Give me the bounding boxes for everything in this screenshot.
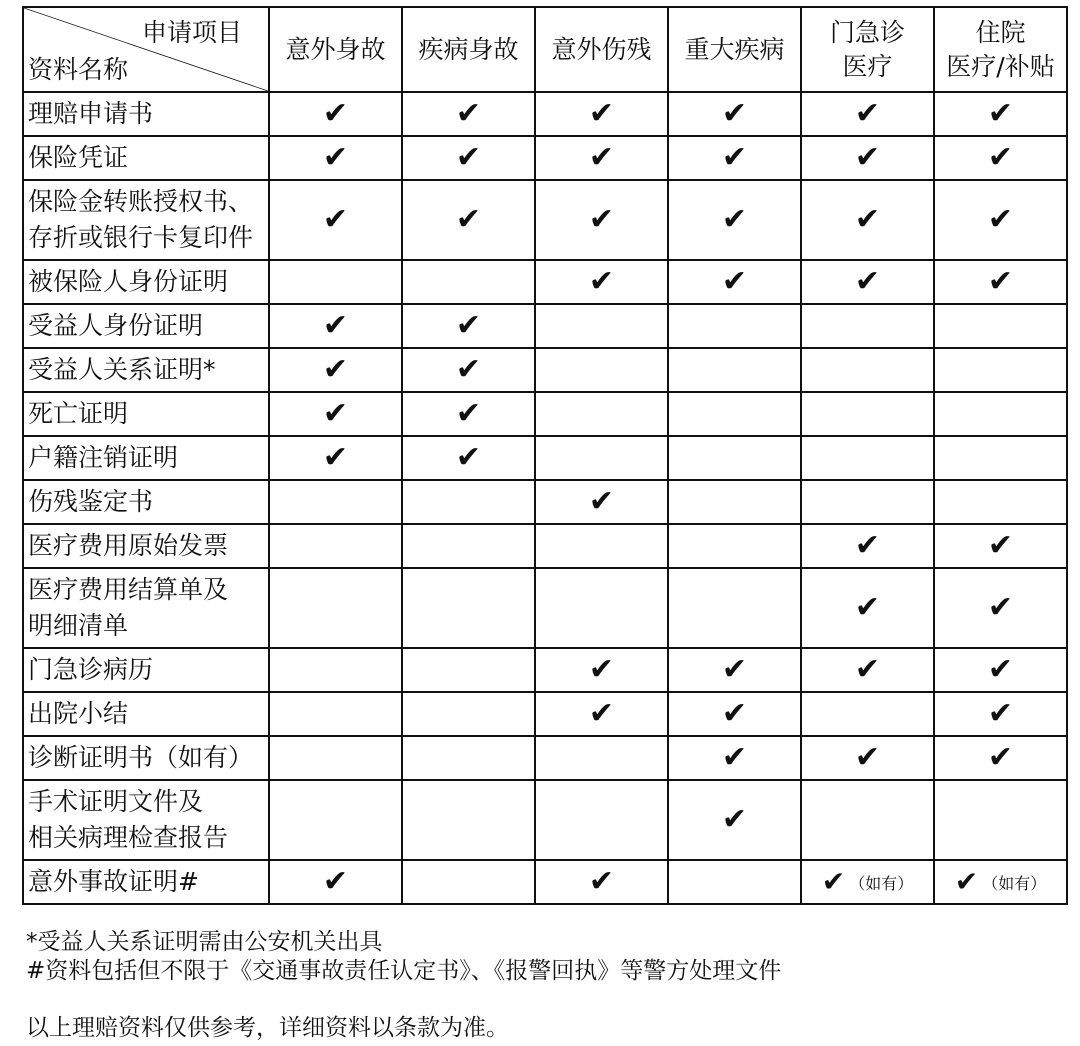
requirement-cell <box>801 860 934 904</box>
requirement-cell <box>269 860 402 904</box>
checkmark-icon: ✔ <box>322 96 349 131</box>
requirement-cell <box>668 136 801 180</box>
requirement-cell <box>269 92 402 136</box>
requirement-cell <box>668 260 801 304</box>
requirement-cell <box>269 480 402 524</box>
checkmark-icon: ✔ <box>455 440 482 475</box>
column-header <box>668 7 801 92</box>
column-header <box>402 7 535 92</box>
document-name-cell <box>23 392 269 436</box>
requirement-cell <box>402 860 535 904</box>
checkmark-icon: ✔ <box>854 96 881 131</box>
table-row <box>23 260 1067 304</box>
requirement-cell <box>402 304 535 348</box>
requirement-cell <box>402 780 535 860</box>
requirement-cell <box>269 136 402 180</box>
checkmark-icon: ✔ <box>322 440 349 475</box>
column-header-line: 意外身故 <box>285 34 386 64</box>
column-header <box>269 7 402 92</box>
column-header-line: 医疗/补贴 <box>946 51 1055 81</box>
checkmark-icon: ✔ <box>588 484 615 519</box>
requirement-cell <box>535 860 668 904</box>
checkmark-icon: ✔ <box>987 202 1014 237</box>
checkmark-icon: ✔ <box>721 802 748 837</box>
checkmark-icon: ✔ <box>987 740 1014 775</box>
checkmark-icon: ✔ <box>854 652 881 687</box>
requirement-cell <box>402 392 535 436</box>
requirement-cell <box>668 480 801 524</box>
requirement-cell <box>535 92 668 136</box>
requirement-cell <box>269 392 402 436</box>
checkmark-icon: ✔ <box>987 96 1014 131</box>
requirement-cell <box>269 524 402 568</box>
requirement-cell <box>668 692 801 736</box>
document-name-cell <box>23 524 269 568</box>
requirement-cell <box>801 524 934 568</box>
checkmark-icon: ✔ <box>854 590 881 625</box>
requirement-cell <box>668 436 801 480</box>
requirement-cell <box>934 136 1067 180</box>
checkmark-icon: ✔ <box>588 652 615 687</box>
checkmark-icon: ✔ <box>721 96 748 131</box>
checkmark-icon: ✔ <box>455 140 482 175</box>
table-body <box>23 92 1067 904</box>
checkmark-icon: ✔ <box>854 528 881 563</box>
checkmark-icon: ✔ <box>588 202 615 237</box>
requirement-cell <box>269 436 402 480</box>
requirement-cell <box>535 180 668 260</box>
requirement-cell <box>801 736 934 780</box>
column-header <box>801 7 934 92</box>
checkmark-icon: ✔ <box>987 696 1014 731</box>
table-row <box>23 480 1067 524</box>
document-name-cell <box>23 436 269 480</box>
claim-documents-table <box>22 6 1068 905</box>
requirement-cell <box>934 348 1067 392</box>
column-header <box>535 7 668 92</box>
checkmark-icon: ✔ <box>721 740 748 775</box>
requirement-cell <box>402 568 535 648</box>
table-row <box>23 568 1067 648</box>
document-name-line: 门急诊病历 <box>28 655 154 684</box>
requirement-cell <box>934 860 1067 904</box>
footnote-beneficiary: *受益人关系证明需由公安机关出具 <box>26 929 383 955</box>
requirement-cell <box>402 136 535 180</box>
requirement-cell <box>801 180 934 260</box>
requirement-cell <box>801 260 934 304</box>
table-row <box>23 92 1067 136</box>
document-name-line: 医疗费用结算单及 <box>28 575 229 604</box>
checkmark-icon: ✔ <box>455 202 482 237</box>
document-name-cell <box>23 260 269 304</box>
requirement-cell <box>801 136 934 180</box>
checkmark-icon: ✔ <box>455 352 482 387</box>
checkmark-icon: ✔ <box>854 264 881 299</box>
requirement-cell <box>402 480 535 524</box>
table-row <box>23 692 1067 736</box>
requirement-cell <box>535 480 668 524</box>
document-name-line: 手术证明文件及 <box>28 787 204 816</box>
column-header-line: 医疗 <box>842 51 893 81</box>
requirement-cell <box>535 392 668 436</box>
requirement-cell <box>402 524 535 568</box>
requirement-cell <box>402 180 535 260</box>
checkmark-icon: ✔ <box>987 652 1014 687</box>
document-name-cell <box>23 136 269 180</box>
checkmark-icon: ✔ <box>588 96 615 131</box>
column-header-line: 意外伤残 <box>551 34 652 64</box>
checkmark-icon: ✔ <box>854 202 881 237</box>
requirement-cell <box>402 736 535 780</box>
document-name-line: 理赔申请书 <box>28 99 154 128</box>
requirement-cell <box>801 480 934 524</box>
requirement-cell <box>934 692 1067 736</box>
column-header-line: 疾病身故 <box>418 34 519 64</box>
checkmark-icon: ✔ <box>854 740 881 775</box>
requirement-cell <box>402 648 535 692</box>
requirement-cell <box>269 780 402 860</box>
requirement-cell <box>269 348 402 392</box>
requirement-cell <box>668 568 801 648</box>
table-row <box>23 780 1067 860</box>
requirement-cell <box>402 348 535 392</box>
requirement-cell <box>668 860 801 904</box>
checkmark-icon: ✔ <box>588 140 615 175</box>
if-available-note: （如有） <box>849 873 914 893</box>
document-name-line: 医疗费用原始发票 <box>28 531 229 560</box>
table-row <box>23 524 1067 568</box>
requirement-cell <box>934 736 1067 780</box>
document-name-cell <box>23 92 269 136</box>
checkmark-icon: ✔ <box>721 652 748 687</box>
document-name-line: 诊断证明书（如有） <box>28 743 254 772</box>
checkmark-icon: ✔ <box>455 396 482 431</box>
requirement-cell <box>269 260 402 304</box>
document-name-line: 意外事故证明# <box>28 867 199 896</box>
requirement-cell <box>269 648 402 692</box>
checkmark-icon: ✔ <box>987 140 1014 175</box>
document-name-line: 死亡证明 <box>28 399 129 428</box>
checkmark-icon: ✔ <box>854 140 881 175</box>
checkmark-icon: ✔ <box>721 140 748 175</box>
requirement-cell <box>535 304 668 348</box>
requirement-cell <box>668 348 801 392</box>
column-header-line: 门急诊 <box>829 17 905 47</box>
requirement-cell <box>269 304 402 348</box>
checkmark-icon: ✔ <box>322 396 349 431</box>
document-name-cell <box>23 648 269 692</box>
requirement-cell <box>801 392 934 436</box>
checkmark-icon: ✔ <box>987 264 1014 299</box>
requirement-cell <box>801 648 934 692</box>
requirement-cell <box>668 736 801 780</box>
if-available-note: （如有） <box>982 873 1047 893</box>
requirement-cell <box>535 648 668 692</box>
requirement-cell <box>402 260 535 304</box>
requirement-cell <box>402 436 535 480</box>
checkmark-icon: ✔ <box>987 528 1014 563</box>
checkmark-icon: ✔ <box>322 308 349 343</box>
requirement-cell <box>535 260 668 304</box>
document-name-line: 户籍注销证明 <box>28 443 179 472</box>
requirement-cell <box>934 480 1067 524</box>
checkmark-icon: ✔ <box>954 865 979 898</box>
document-name-cell <box>23 568 269 648</box>
document-name-line: 被保险人身份证明 <box>28 267 229 296</box>
requirement-cell <box>668 392 801 436</box>
checkmark-icon: ✔ <box>588 264 615 299</box>
table-row <box>23 136 1067 180</box>
checkmark-icon: ✔ <box>721 696 748 731</box>
column-header <box>934 7 1067 92</box>
requirement-cell <box>934 780 1067 860</box>
footnote-accident-proof: #资料包括但不限于《交通事故责任认定书》、《报警回执》等警方处理文件 <box>26 958 782 984</box>
requirement-cell <box>269 736 402 780</box>
requirement-cell <box>934 304 1067 348</box>
requirement-cell <box>668 648 801 692</box>
requirement-cell <box>535 348 668 392</box>
requirement-cell <box>402 692 535 736</box>
requirement-cell <box>535 736 668 780</box>
requirement-cell <box>668 304 801 348</box>
requirement-cell <box>535 436 668 480</box>
requirement-cell <box>668 524 801 568</box>
requirement-cell <box>801 304 934 348</box>
requirement-cell <box>801 692 934 736</box>
checkmark-icon: ✔ <box>821 865 846 898</box>
checkmark-icon: ✔ <box>322 864 349 899</box>
document-name-cell <box>23 780 269 860</box>
requirement-cell <box>269 180 402 260</box>
requirement-cell <box>801 780 934 860</box>
document-name-line: 出院小结 <box>28 699 129 728</box>
document-name-cell <box>23 736 269 780</box>
document-name-cell <box>23 480 269 524</box>
requirement-cell <box>801 568 934 648</box>
document-name-cell <box>23 180 269 260</box>
document-name-line: 受益人关系证明* <box>28 355 216 384</box>
table-row <box>23 348 1067 392</box>
checkmark-icon: ✔ <box>588 864 615 899</box>
requirement-cell <box>934 260 1067 304</box>
column-header-line: 住院 <box>975 17 1026 47</box>
document-name-cell <box>23 692 269 736</box>
checkmark-icon: ✔ <box>455 308 482 343</box>
table-row <box>23 648 1067 692</box>
document-name-line: 保险金转账授权书、 <box>28 187 254 216</box>
requirement-cell <box>801 436 934 480</box>
column-header-line: 重大疾病 <box>684 34 785 64</box>
requirement-cell <box>934 436 1067 480</box>
document-name-line: 存折或银行卡复印件 <box>28 223 254 252</box>
table-row <box>23 180 1067 260</box>
corner-header-cell <box>23 7 269 92</box>
requirement-cell <box>934 180 1067 260</box>
document-name-cell <box>23 348 269 392</box>
requirement-cell <box>801 348 934 392</box>
document-name-line: 相关病理检查报告 <box>28 823 229 852</box>
document-name-cell <box>23 860 269 904</box>
requirement-cell <box>402 92 535 136</box>
requirement-cell <box>535 136 668 180</box>
checkmark-icon: ✔ <box>987 590 1014 625</box>
table-row <box>23 304 1067 348</box>
requirement-cell <box>801 92 934 136</box>
document-name-line: 伤残鉴定书 <box>28 487 154 516</box>
document-name-cell <box>23 304 269 348</box>
table-row <box>23 392 1067 436</box>
requirement-cell <box>535 780 668 860</box>
checkmark-icon: ✔ <box>322 140 349 175</box>
footnotes <box>26 928 781 986</box>
disclaimer-text: 以上理赔资料仅供参考，详细资料以条款为准。 <box>26 1015 509 1041</box>
check-with-note <box>822 867 913 897</box>
requirement-cell <box>269 568 402 648</box>
requirement-cell <box>535 692 668 736</box>
requirement-cell <box>535 568 668 648</box>
table-row <box>23 736 1067 780</box>
requirement-cell <box>934 92 1067 136</box>
document-name-line: 保险凭证 <box>28 143 129 172</box>
checkmark-icon: ✔ <box>322 202 349 237</box>
document-name-line: 明细清单 <box>28 611 129 640</box>
table-row <box>23 436 1067 480</box>
corner-top-label: 申请项目 <box>141 18 242 47</box>
requirement-cell <box>269 692 402 736</box>
checkmark-icon: ✔ <box>721 202 748 237</box>
corner-bottom-label: 资料名称 <box>28 55 129 84</box>
checkmark-icon: ✔ <box>588 696 615 731</box>
document-name-line: 受益人身份证明 <box>28 311 204 340</box>
requirement-cell <box>668 92 801 136</box>
check-with-note <box>955 867 1046 897</box>
requirement-cell <box>934 524 1067 568</box>
requirement-cell <box>934 648 1067 692</box>
checkmark-icon: ✔ <box>721 264 748 299</box>
checkmark-icon: ✔ <box>455 96 482 131</box>
requirement-cell <box>535 524 668 568</box>
table-row <box>23 860 1067 904</box>
requirement-cell <box>668 780 801 860</box>
requirement-cell <box>934 392 1067 436</box>
header-row <box>23 7 1067 92</box>
requirement-cell <box>668 180 801 260</box>
checkmark-icon: ✔ <box>322 352 349 387</box>
requirement-cell <box>934 568 1067 648</box>
